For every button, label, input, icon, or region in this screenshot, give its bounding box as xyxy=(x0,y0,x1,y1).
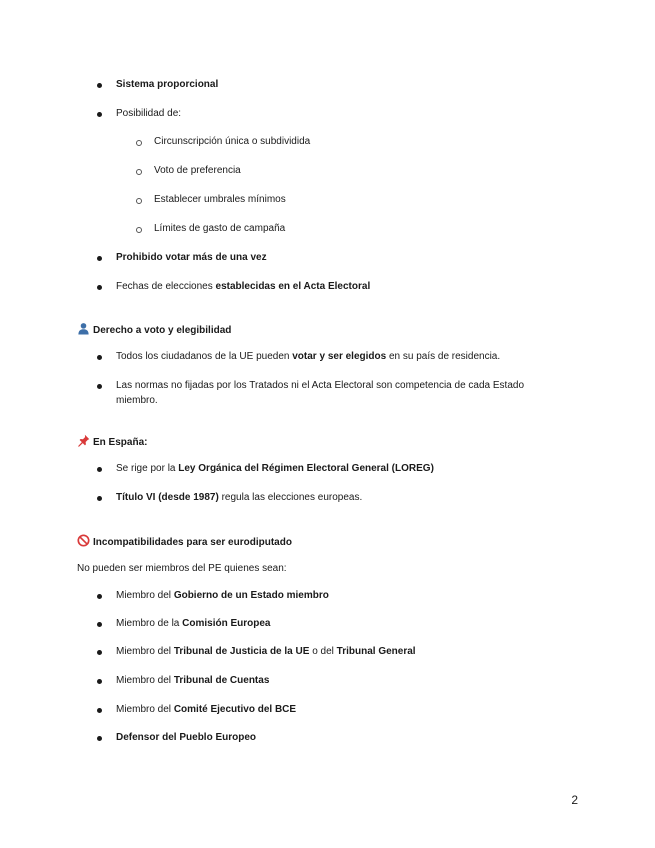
section-heading-voto: Derecho a voto y elegibilidad xyxy=(77,322,231,338)
sub-list-item: Establecer umbrales mínimos xyxy=(154,194,286,205)
bullet xyxy=(97,622,102,627)
section-heading-espana: En España: xyxy=(77,434,147,450)
bullet xyxy=(97,708,102,713)
list-item: Miembro del Tribunal de Cuentas xyxy=(116,675,270,686)
sub-bullet xyxy=(136,140,142,146)
page-number: 2 xyxy=(571,793,578,807)
sub-bullet xyxy=(136,169,142,175)
list-item: Miembro del Gobierno de un Estado miembro xyxy=(116,590,329,601)
sub-list-item: Circunscripción única o subdividida xyxy=(154,136,311,147)
sub-bullet xyxy=(136,198,142,204)
list-item: Se rige por la Ley Orgánica del Régimen Electoral General (LOREG) xyxy=(116,463,434,474)
section-heading-incompatibilidades: Incompatibilidades para ser eurodiputado xyxy=(77,534,292,550)
list-item: Sistema proporcional xyxy=(116,79,219,90)
paragraph-intro: No pueden ser miembros del PE quienes sean: xyxy=(77,563,287,574)
list-item: Título VI (desde 1987) regula las elecciones europeas. xyxy=(116,492,363,503)
list-item: Posibilidad de: xyxy=(116,108,182,119)
bullet xyxy=(97,285,102,290)
list-item: Defensor del Pueblo Europeo xyxy=(116,732,257,743)
list-item: Miembro del Comité Ejecutivo del BCE xyxy=(116,704,297,715)
list-item: Miembro de la Comisión Europea xyxy=(116,618,271,629)
pushpin-icon xyxy=(77,434,90,447)
bullet xyxy=(97,496,102,501)
sub-list-item: Límites de gasto de campaña xyxy=(154,223,286,234)
list-item: Todos los ciudadanos de la UE pueden votar y ser elegidos en su país de residencia. xyxy=(116,351,501,362)
bullet xyxy=(97,594,102,599)
bullet xyxy=(97,384,102,389)
bullet xyxy=(97,650,102,655)
sub-list-item: Voto de preferencia xyxy=(154,165,241,176)
bullet xyxy=(97,679,102,684)
list-item: Fechas de elecciones establecidas en el Acta Electoral xyxy=(116,281,371,292)
list-item-continuation: miembro. xyxy=(116,395,158,406)
bullet xyxy=(97,736,102,741)
list-item: Las normas no fijadas por los Tratados ni el Acta Electoral son competencia de cada Estado xyxy=(116,380,525,391)
bullet xyxy=(97,355,102,360)
bullet xyxy=(97,112,102,117)
bullet xyxy=(97,467,102,472)
bullet xyxy=(97,256,102,261)
list-item: Prohibido votar más de una vez xyxy=(116,252,267,263)
sub-bullet xyxy=(136,227,142,233)
list-item: Miembro del Tribunal de Justicia de la UE o del Tribunal General xyxy=(116,646,416,657)
bullet xyxy=(97,83,102,88)
person-icon xyxy=(77,322,90,335)
prohibited-icon xyxy=(77,534,90,547)
